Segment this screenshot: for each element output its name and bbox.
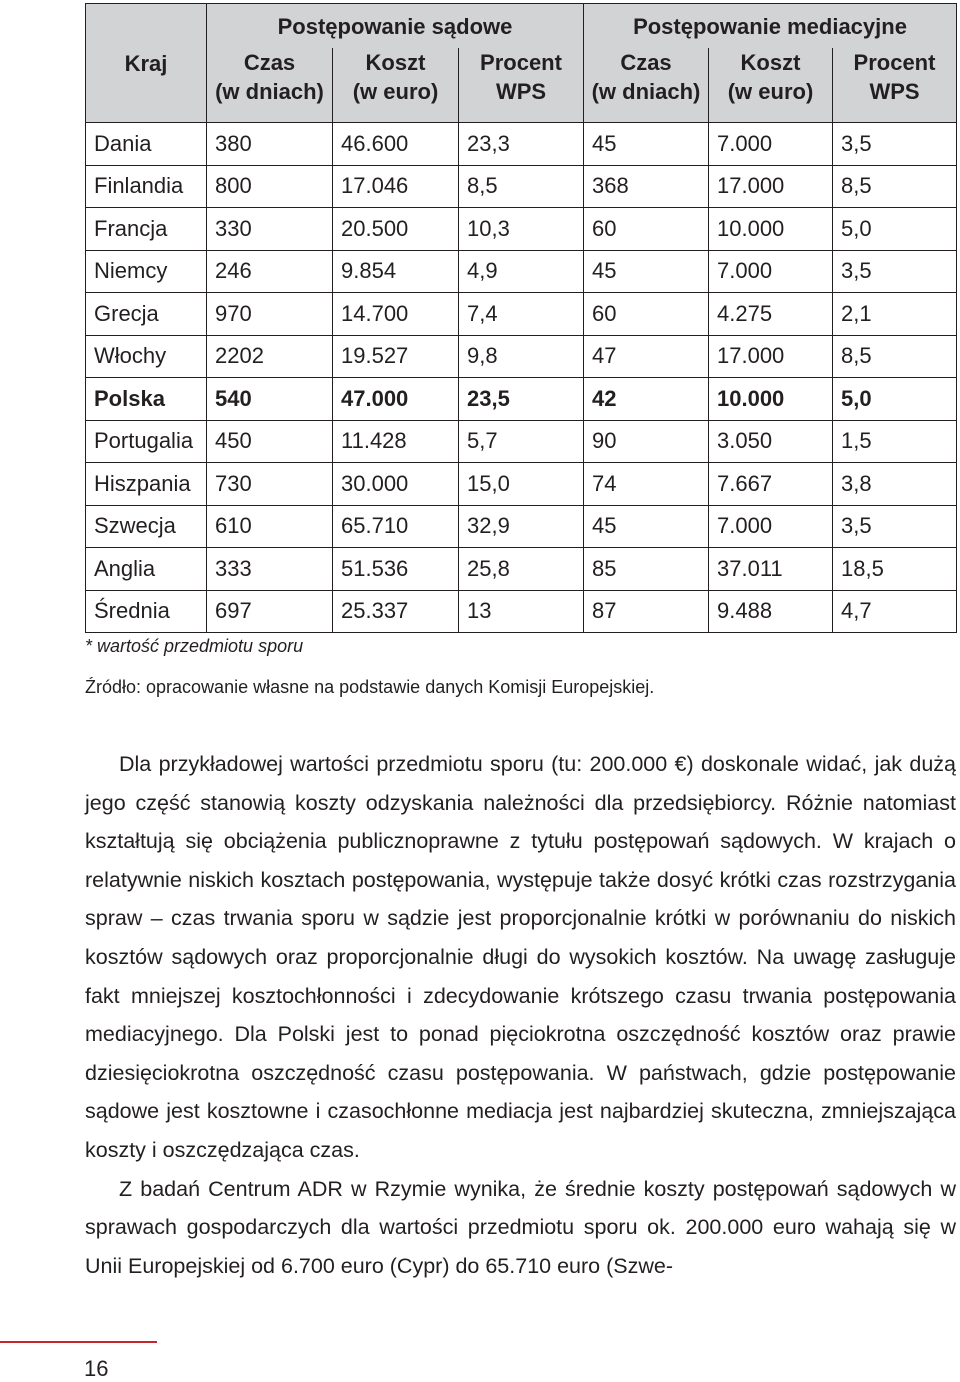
value-cell: 18,5 xyxy=(833,548,957,591)
table-row xyxy=(86,505,957,548)
value-cell: 60 xyxy=(584,293,709,336)
value-cell: 23,3 xyxy=(459,123,584,166)
value-cell: 32,9 xyxy=(459,505,584,548)
value-cell: 5,0 xyxy=(833,208,957,251)
table-row xyxy=(86,123,957,166)
value-cell: 20.500 xyxy=(333,208,459,251)
value-cell: 540 xyxy=(207,378,333,421)
value-cell: 9.488 xyxy=(709,590,833,633)
value-cell: 450 xyxy=(207,420,333,463)
country-cell: Średnia xyxy=(86,590,207,633)
value-cell: 9.854 xyxy=(333,250,459,293)
page-footer-rule xyxy=(0,1341,157,1343)
value-cell: 800 xyxy=(207,165,333,208)
value-cell: 47 xyxy=(584,335,709,378)
table-row xyxy=(86,250,957,293)
header-court-cost: Koszt (w euro) xyxy=(333,48,459,123)
table-row xyxy=(86,165,957,208)
body-text xyxy=(85,745,956,1285)
value-cell: 368 xyxy=(584,165,709,208)
value-cell: 87 xyxy=(584,590,709,633)
comparison-table xyxy=(85,3,957,633)
table-row xyxy=(86,548,957,591)
value-cell: 7.000 xyxy=(709,250,833,293)
value-cell: 90 xyxy=(584,420,709,463)
value-cell: 74 xyxy=(584,463,709,506)
table-row xyxy=(86,463,957,506)
value-cell: 85 xyxy=(584,548,709,591)
value-cell: 25.337 xyxy=(333,590,459,633)
value-cell: 23,5 xyxy=(459,378,584,421)
value-cell: 697 xyxy=(207,590,333,633)
country-cell: Finlandia xyxy=(86,165,207,208)
value-cell: 3,5 xyxy=(833,250,957,293)
value-cell: 19.527 xyxy=(333,335,459,378)
value-cell: 3,8 xyxy=(833,463,957,506)
value-cell: 25,8 xyxy=(459,548,584,591)
value-cell: 3.050 xyxy=(709,420,833,463)
country-cell: Dania xyxy=(86,123,207,166)
value-cell: 13 xyxy=(459,590,584,633)
value-cell: 17.000 xyxy=(709,165,833,208)
value-cell: 8,5 xyxy=(833,335,957,378)
value-cell: 2,1 xyxy=(833,293,957,336)
value-cell: 30.000 xyxy=(333,463,459,506)
value-cell: 380 xyxy=(207,123,333,166)
country-cell: Anglia xyxy=(86,548,207,591)
value-cell: 51.536 xyxy=(333,548,459,591)
header-mediation-cost: Koszt (w euro) xyxy=(709,48,833,123)
header-mediation-proceedings: Postępowanie mediacyjne xyxy=(584,4,957,49)
value-cell: 10,3 xyxy=(459,208,584,251)
value-cell: 42 xyxy=(584,378,709,421)
value-cell: 1,5 xyxy=(833,420,957,463)
value-cell: 14.700 xyxy=(333,293,459,336)
value-cell: 47.000 xyxy=(333,378,459,421)
value-cell: 8,5 xyxy=(459,165,584,208)
value-cell: 7,4 xyxy=(459,293,584,336)
value-cell: 4,7 xyxy=(833,590,957,633)
table-row xyxy=(86,293,957,336)
value-cell: 7.667 xyxy=(709,463,833,506)
header-country: Kraj xyxy=(86,4,207,123)
value-cell: 7.000 xyxy=(709,505,833,548)
paragraph: Z badań Centrum ADR w Rzymie wynika, że średnie koszty postępowań sądowych w sprawach gospodarczych dla wartości przedmiotu sporu ok. 200.000 euro wahają się w Unii Europejskiej od 6.700 euro (Cypr) do 65.710 euro (Szwe- xyxy=(85,1176,956,1278)
value-cell: 8,5 xyxy=(833,165,957,208)
country-cell: Hiszpania xyxy=(86,463,207,506)
header-court-proceedings: Postępowanie sądowe xyxy=(207,4,584,49)
country-cell: Włochy xyxy=(86,335,207,378)
value-cell: 2202 xyxy=(207,335,333,378)
value-cell: 970 xyxy=(207,293,333,336)
value-cell: 45 xyxy=(584,250,709,293)
value-cell: 246 xyxy=(207,250,333,293)
value-cell: 60 xyxy=(584,208,709,251)
paragraph: Dla przykładowej wartości przedmiotu sporu (tu: 200.000 €) doskonale widać, jak dużą jego część stanowią koszty odzyskania należności dla przedsiębiorcy. Różnie natomiast kształtują się obciążenia publicznoprawne z tytułu postępowań sądowych. W krajach o relatywnie niskich kosztach postępowania, występuje także dosyć krótki czas rozstrzygania spraw – czas trwania sporu w sądzie jest proporcjonalnie krótki w porównaniu do niskich kosztów sądowych oraz proporcjonalnie długi do wysokich kosztów. Na uwagę zasługuje fakt mniejszej kosztochłonności i zdecydowanie krótszego czasu trwania postępowania mediacyjnego. Dla Polski jest to ponad pięciokrotna oszczędność kosztów oraz prawie dziesięciokrotna oszczędność czasu postępowania. W państwach, gdzie postępowanie sądowe jest kosztowne i czasochłonne mediacja jest najbardziej skuteczna, zmniejszająca koszty i oszczędzająca czas. xyxy=(85,752,956,1162)
country-cell: Grecja xyxy=(86,293,207,336)
value-cell: 730 xyxy=(207,463,333,506)
header-mediation-percent: Procent WPS xyxy=(833,48,957,123)
value-cell: 4,9 xyxy=(459,250,584,293)
table-row xyxy=(86,590,957,633)
table-row xyxy=(86,420,957,463)
value-cell: 17.046 xyxy=(333,165,459,208)
country-cell: Polska xyxy=(86,378,207,421)
value-cell: 45 xyxy=(584,123,709,166)
country-cell: Niemcy xyxy=(86,250,207,293)
table-row xyxy=(86,208,957,251)
table-row xyxy=(86,378,957,421)
value-cell: 10.000 xyxy=(709,378,833,421)
value-cell: 7.000 xyxy=(709,123,833,166)
value-cell: 330 xyxy=(207,208,333,251)
value-cell: 65.710 xyxy=(333,505,459,548)
header-mediation-time: Czas (w dniach) xyxy=(584,48,709,123)
value-cell: 3,5 xyxy=(833,505,957,548)
table-row xyxy=(86,335,957,378)
value-cell: 45 xyxy=(584,505,709,548)
value-cell: 46.600 xyxy=(333,123,459,166)
value-cell: 610 xyxy=(207,505,333,548)
value-cell: 3,5 xyxy=(833,123,957,166)
value-cell: 5,7 xyxy=(459,420,584,463)
value-cell: 10.000 xyxy=(709,208,833,251)
source-note: Źródło: opracowanie własne na podstawie danych Komisji Europejskiej. xyxy=(85,677,655,697)
value-cell: 37.011 xyxy=(709,548,833,591)
header-court-time: Czas (w dniach) xyxy=(207,48,333,123)
country-cell: Szwecja xyxy=(86,505,207,548)
value-cell: 17.000 xyxy=(709,335,833,378)
country-cell: Portugalia xyxy=(86,420,207,463)
page-number: 16 xyxy=(84,1356,109,1381)
value-cell: 333 xyxy=(207,548,333,591)
value-cell: 11.428 xyxy=(333,420,459,463)
country-cell: Francja xyxy=(86,208,207,251)
header-court-percent: Procent WPS xyxy=(459,48,584,123)
value-cell: 9,8 xyxy=(459,335,584,378)
value-cell: 15,0 xyxy=(459,463,584,506)
value-cell: 5,0 xyxy=(833,378,957,421)
footnote: * wartość przedmiotu sporu xyxy=(85,636,304,656)
value-cell: 4.275 xyxy=(709,293,833,336)
